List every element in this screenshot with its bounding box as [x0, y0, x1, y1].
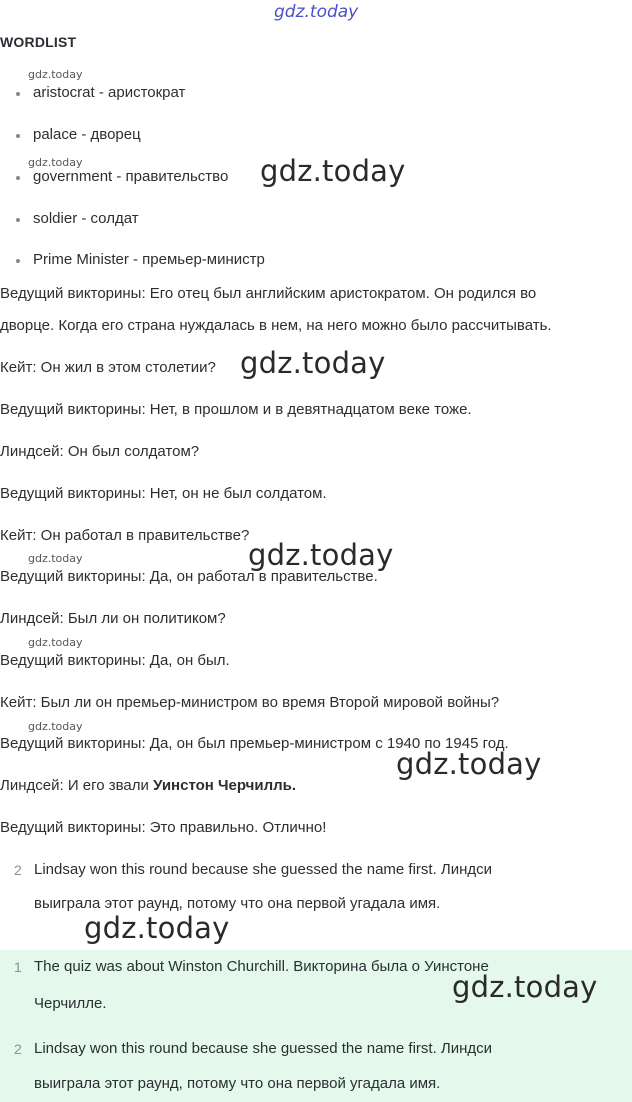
watermark-large: gdz.today: [240, 346, 386, 380]
watermark-top: gdz.today: [274, 2, 359, 22]
answer-number: 2: [14, 1041, 22, 1057]
dialogue-answer-bold: Уинстон Черчилль.: [153, 777, 297, 794]
watermark-large: gdz.today: [260, 154, 406, 188]
wordlist-item-text: palace - дворец: [33, 126, 141, 143]
bullet-icon: [16, 134, 20, 138]
answer-number: 1: [14, 959, 22, 975]
wordlist-heading: WORDLIST: [0, 34, 77, 50]
answer-line: Черчилле.: [34, 995, 107, 1012]
bullet-icon: [16, 176, 20, 180]
dialogue-line: Ведущий викторины: Нет, он не был солдатом.: [0, 485, 327, 502]
answer-number: 2: [14, 862, 22, 878]
wordlist-item-text: government - правительство: [33, 168, 229, 185]
bullet-icon: [16, 92, 20, 96]
wordlist-item-text: soldier - солдат: [33, 210, 139, 227]
dialogue-line: Ведущий викторины: Нет, в прошлом и в девятнадцатом веке тоже.: [0, 401, 472, 418]
wordlist-item-text: Prime Minister - премьер-министр: [33, 251, 265, 268]
watermark-small: gdz.today: [28, 68, 83, 81]
dialogue-line: Линдсей: Был ли он политиком?: [0, 610, 226, 627]
answer-line: Lindsay won this round because she guessed the name first. Линдси: [34, 861, 493, 878]
watermark-large: gdz.today: [84, 911, 230, 945]
watermark-small: gdz.today: [28, 156, 83, 169]
dialogue-line: Ведущий викторины: Да, он был премьер-министром с 1940 по 1945 год.: [0, 735, 509, 752]
answer-line: The quiz was about Winston Churchill. Викторина была о Уинстоне: [34, 958, 489, 975]
watermark-small: gdz.today: [28, 720, 83, 733]
dialogue-line: Кейт: Он работал в правительстве?: [0, 527, 250, 544]
dialogue-line: [0, 777, 296, 794]
bullet-icon: [16, 218, 20, 222]
dialogue-line: Ведущий викторины: Его отец был английским аристократом. Он родился во: [0, 285, 537, 302]
dialogue-line: Кейт: Он жил в этом столетии?: [0, 359, 216, 376]
dialogue-line: Ведущий викторины: Да, он был.: [0, 652, 230, 669]
dialogue-line: Кейт: Был ли он премьер-министром во время Второй мировой войны?: [0, 694, 500, 711]
watermark-large: gdz.today: [396, 747, 542, 781]
answer-line: выиграла этот раунд, потому что она первой угадала имя.: [34, 895, 441, 912]
dialogue-line: Ведущий викторины: Это правильно. Отлично!: [0, 819, 327, 836]
dialogue-line: дворце. Когда его страна нуждалась в нем, на него можно было рассчитывать.: [0, 317, 552, 334]
bullet-icon: [16, 259, 20, 263]
watermark-large: gdz.today: [452, 970, 598, 1004]
dialogue-text: Линдсей: И его звали: [0, 777, 154, 794]
wordlist-item-text: aristocrat - аристократ: [33, 84, 186, 101]
watermark-small: gdz.today: [28, 552, 83, 565]
answer-line: Lindsay won this round because she guessed the name first. Линдси: [34, 1040, 493, 1057]
dialogue-line: Линдсей: Он был солдатом?: [0, 443, 200, 460]
watermark-large: gdz.today: [248, 538, 394, 572]
answer-line: выиграла этот раунд, потому что она первой угадала имя.: [34, 1075, 441, 1092]
dialogue-line: Ведущий викторины: Да, он работал в правительстве.: [0, 568, 378, 585]
watermark-small: gdz.today: [28, 636, 83, 649]
